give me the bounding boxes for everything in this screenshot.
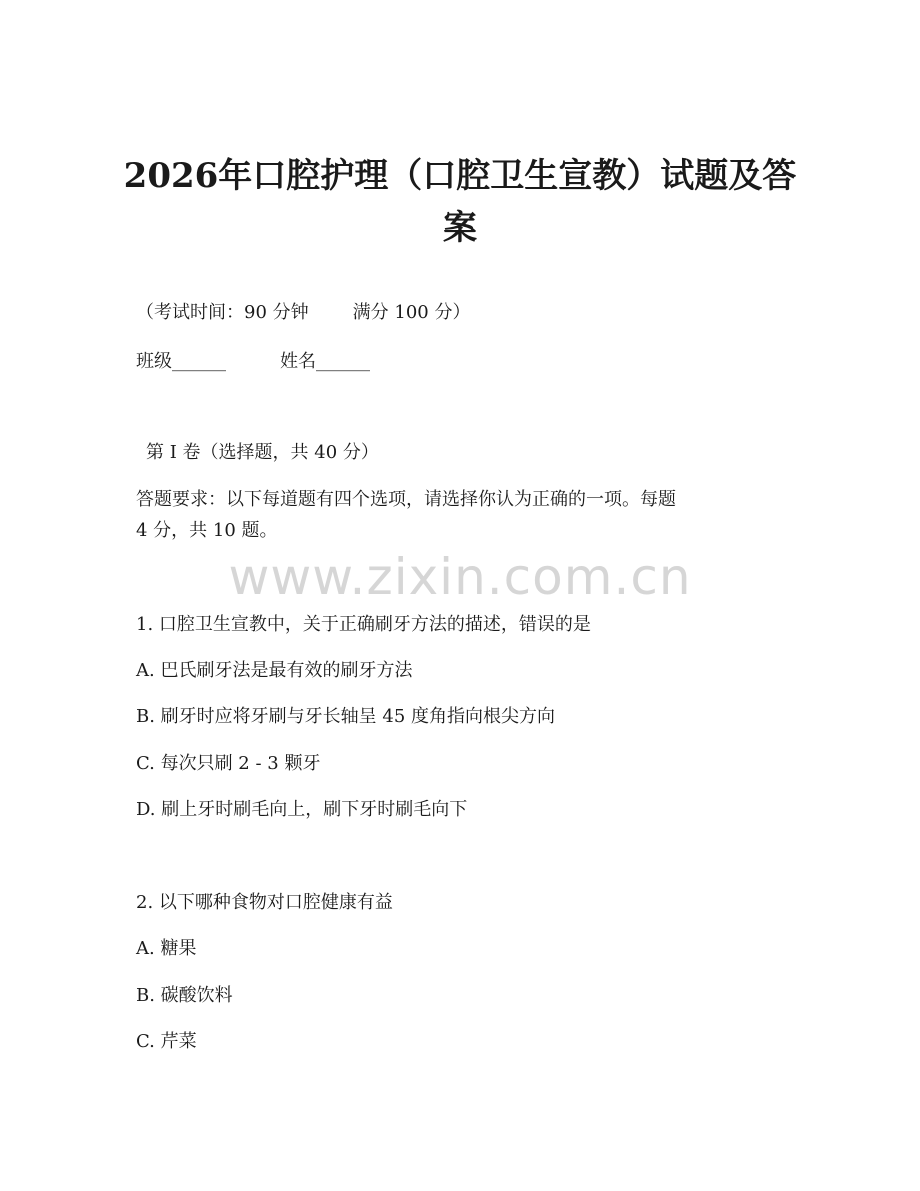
question-2-stem: 2. 以下哪种食物对口腔健康有益 (136, 892, 393, 913)
document-title-line-2: 案 (443, 208, 477, 248)
instructions-line-1: 答题要求：以下每道题有四个选项，请选择你认为正确的一项。每题 (136, 489, 676, 510)
watermark: www.zixin.com.cn (228, 548, 692, 606)
question-1-stem: 1. 口腔卫生宣教中，关于正确刷牙方法的描述，错误的是 (136, 614, 591, 635)
question-2-option-b: B. 碳酸饮料 (136, 985, 233, 1006)
question-1-option-d: D. 刷上牙时刷毛向上，刷下牙时刷毛向下 (136, 799, 468, 820)
name-field: 姓名______ (280, 351, 370, 372)
instructions-line-2: 4 分，共 10 题。 (136, 520, 278, 541)
question-1-option-c: C. 每次只刷 2 - 3 颗牙 (136, 753, 321, 774)
full-score: 满分 100 分） (352, 302, 471, 323)
class-field: 班级______ (136, 351, 226, 372)
question-1-option-a: A. 巴氏刷牙法是最有效的刷牙方法 (136, 660, 413, 681)
section-heading: 第 I 卷（选择题，共 40 分） (146, 442, 379, 463)
question-1-option-b: B. 刷牙时应将牙刷与牙长轴呈 45 度角指向根尖方向 (136, 706, 556, 727)
question-2-option-c: C. 芹菜 (136, 1031, 197, 1052)
exam-info (136, 301, 470, 325)
student-info (136, 350, 370, 374)
exam-time: （考试时间：90 分钟 (136, 302, 309, 323)
document-title-line-1: 2026年口腔护理（口腔卫生宣教）试题及答 (123, 156, 797, 196)
question-2-option-a: A. 糖果 (136, 938, 197, 959)
